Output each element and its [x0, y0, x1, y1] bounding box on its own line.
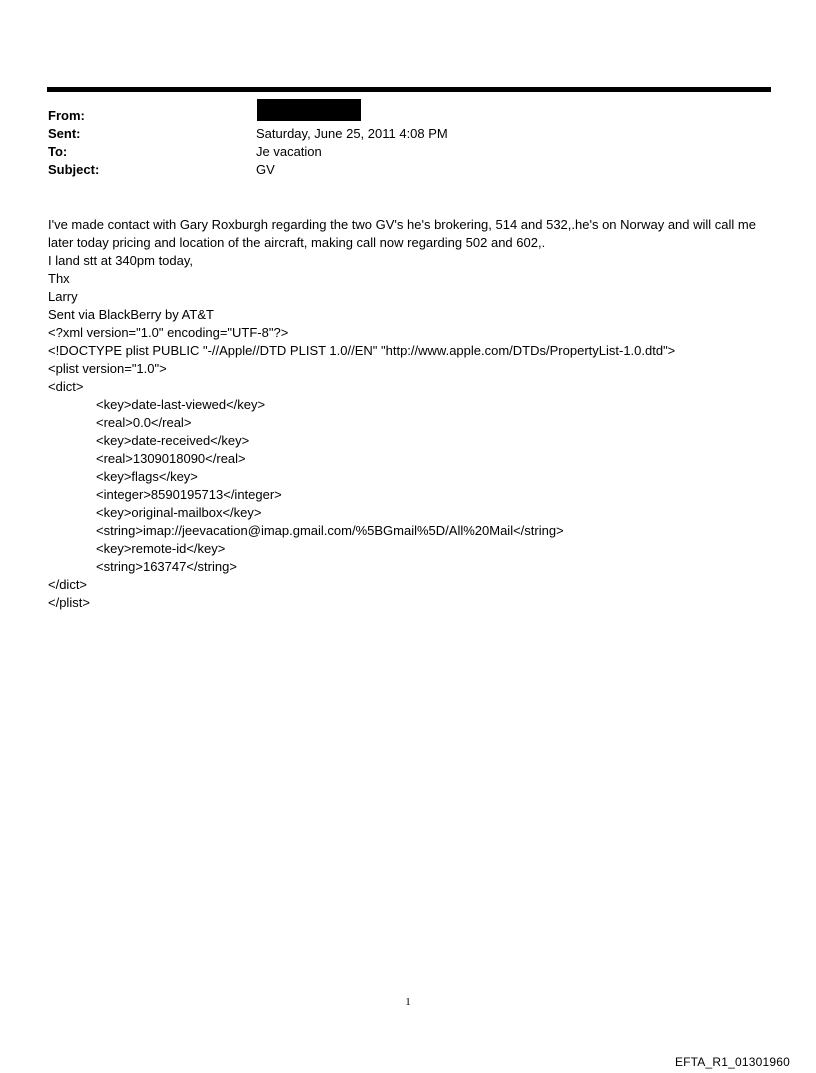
sent-label: Sent: [48, 126, 81, 141]
bates-stamp: EFTA_R1_01301960 [674, 1055, 790, 1069]
body-line-land: I land stt at 340pm today, [48, 253, 194, 268]
dict-line: <real>1309018090</real> [96, 451, 246, 466]
body-line-thx: Thx [48, 271, 70, 286]
dict-line: <key>flags</key> [96, 469, 198, 484]
dict-line: <key>date-last-viewed</key> [96, 397, 266, 412]
header-rule [47, 87, 771, 92]
dict-line: <key>original-mailbox</key> [96, 505, 262, 520]
to-label: To: [48, 144, 68, 159]
email-body [48, 216, 770, 612]
dict-open: <dict> [48, 379, 84, 394]
subject-label: Subject: [48, 162, 100, 177]
dict-line: <key>remote-id</key> [96, 541, 226, 556]
redaction-box [257, 99, 361, 121]
xml-declaration: <?xml version="1.0" encoding="UTF-8"?> [48, 325, 289, 340]
xml-doctype: <!DOCTYPE plist PUBLIC "-//Apple//DTD PLIST 1.0//EN" "http://www.apple.com/DTDs/PropertyList-1.0.dtd"> [48, 343, 676, 358]
sent-value: Saturday, June 25, 2011 4:08 PM [256, 126, 448, 141]
page-number: 1 [405, 996, 411, 1008]
to-value: Je vacation [256, 144, 322, 159]
dict-line: <real>0.0</real> [96, 415, 192, 430]
dict-line: <string>163747</string> [96, 559, 237, 574]
subject-value: GV [256, 162, 275, 177]
dict-line: <integer>8590195713</integer> [96, 487, 282, 502]
plist-open: <plist version="1.0"> [48, 361, 167, 376]
plist-close: </plist> [48, 595, 90, 610]
dict-line: <string>imap://jeevacation@imap.gmail.com/%5BGmail%5D/All%20Mail</string> [96, 523, 564, 538]
dict-line: <key>date-received</key> [96, 433, 250, 448]
body-paragraph: I've made contact with Gary Roxburgh regarding the two GV's he's brokering, 514 and 532,.he's on Norway and will call me later today pricing and location of the aircraft, making call now regarding 502 and 602,. [48, 217, 760, 250]
body-line-sent-via: Sent via BlackBerry by AT&T [48, 307, 214, 322]
body-line-name: Larry [48, 289, 78, 304]
dict-close: </dict> [48, 577, 88, 592]
from-label: From: [48, 108, 85, 123]
